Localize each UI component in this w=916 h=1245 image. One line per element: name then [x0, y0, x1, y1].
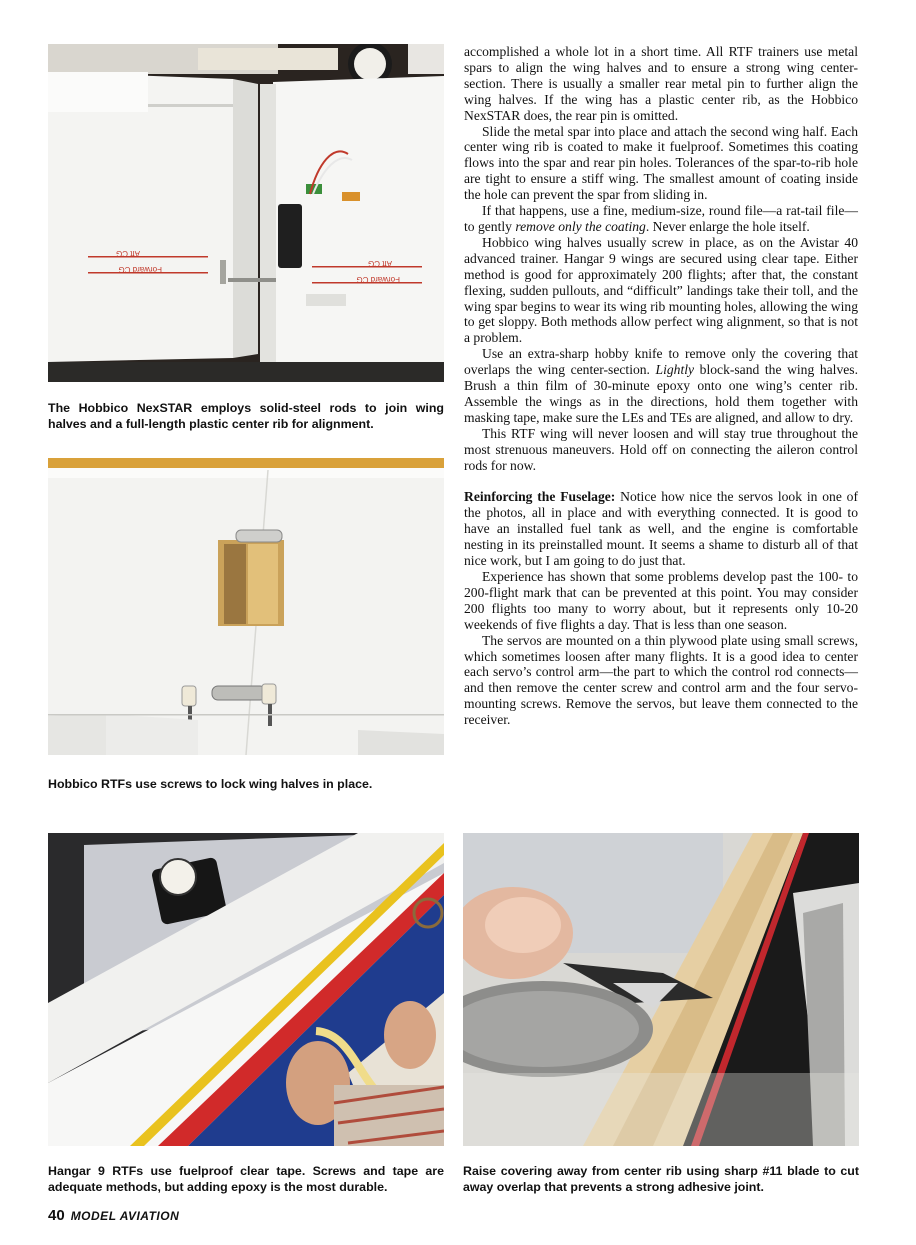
caption-photo2: Hobbico RTFs use screws to lock wing halves in place.: [48, 777, 373, 791]
paragraph-1: accomplished a whole lot in a short time. All RTF trainers use metal spars to align the wing halves and to ensure a strong wing center-section. There is usually a smaller rear metal pin to further align the wing halves. If the wing has a plastic center rib, as the Hobbico NexSTAR does, the rear pin is omitted.: [464, 44, 858, 123]
paragraph-3: [464, 203, 858, 235]
aft-cg-label-left: Aft CG: [115, 249, 140, 258]
photo-blade-covering: [463, 833, 859, 1146]
paragraph-4: Hobbico wing halves usually screw in place, as on the Avistar 40 advanced trainer. Hangar 9 wings are secured using clear tape. Either method is good for approximately 200 flights; after that, the constant flexing, sudden pullouts, and “difficult” landings take their toll, and the wing spar begins to wear its wing rib mounting holes, allowing the wing to get sloppy. Both methods allow perfect wing alignment, so that is not a problem.: [464, 234, 858, 346]
page-footer: [48, 1207, 179, 1224]
caption-photo4: Raise covering away from center rib using sharp #11 blade to cut away overlap that prevents a strong adhesive joint.: [463, 1164, 859, 1194]
section-paragraph: [464, 489, 858, 569]
paragraph-3-emphasis: remove only the coating: [515, 218, 646, 234]
magazine-title: MODEL AVIATION: [70, 1209, 180, 1223]
caption-photo3: Hangar 9 RTFs use fuelproof clear tape. Screws and tape are adequate methods, but adding epoxy is the most durable.: [48, 1164, 444, 1194]
forward-cg-label-right: Forward CG: [356, 275, 400, 284]
paragraph-8: The servos are mounted on a thin plywood plate using small screws, which sometimes loosen after many flights. It is a good idea to center each servo’s control arm—the part to which the control rod connects—and then remove the center screw and control arm and the four servo-mounting screws. Remove the servos, but leave them connected to the receiver.: [464, 632, 858, 728]
photo-hangar9-tape: [48, 833, 444, 1146]
paragraph-6: This RTF wing will never loosen and will stay true throughout the most strenuous maneuvers. Hold off on connecting the aileron control rods for now.: [464, 425, 858, 473]
paragraph-3-pre: If that happens, use a fine, medium-size, round file—a rat-tail file—to gently: [464, 203, 858, 234]
caption-photo1: The Hobbico NexSTAR employs solid-steel rods to join wing halves and a full-length plastic center rib for alignment.: [48, 401, 444, 431]
section-heading: Reinforcing the Fuselage:: [464, 489, 616, 505]
paragraph-7: Experience has shown that some problems develop past the 100- to 200-flight mark that can be prevented at this point. You may consider 200 flights too many to worry about, but it represents only 10-20 weekends of five flights a day. That is less than one season.: [464, 569, 858, 632]
paragraph-5-pre: Use an extra-sharp hobby knife to remove only the covering that overlaps the wing center-section.: [464, 346, 858, 378]
paragraph-3-post: . Never enlarge the hole itself.: [645, 218, 810, 234]
page-number: 40: [48, 1207, 65, 1224]
paragraph-5-post: block-sand the wing halves. Brush a thin film of 30-minute epoxy onto one wing’s center rib. Assemble the wings as in the directions, hold them together with masking tape, make sure the LEs and TEs are aligned, and allow to dry.: [464, 362, 858, 425]
paragraph-5-emphasis: Lightly: [655, 362, 695, 378]
paragraph-5: [464, 346, 858, 426]
section-intro: Notice how nice the servos look in one of the photos, all in place and with everything connected. It is good to have an installed fuel tank as well, and the engine is comfortable nesting in its preinstalled mount. It seems a shame to disturb all of that nice work, but I am going to do just that.: [464, 489, 858, 569]
aft-cg-label-right: Aft CG: [367, 259, 392, 268]
photo-wing-screws: [48, 458, 444, 755]
article-body: [464, 44, 858, 728]
forward-cg-label-left: Forward CG: [118, 265, 162, 274]
photo-nexstar-wing-halves: [48, 44, 444, 382]
paragraph-2: Slide the metal spar into place and attach the second wing half. Each center wing rib is coated to make it fuelproof. Sometimes this coating flows into the spar and rear pin holes. Tolerances of the spar-to-rib hole are tight to ensure a stiff wing. The smallest amount of coating inside the hole can prevent the spar from sliding in.: [464, 123, 858, 203]
